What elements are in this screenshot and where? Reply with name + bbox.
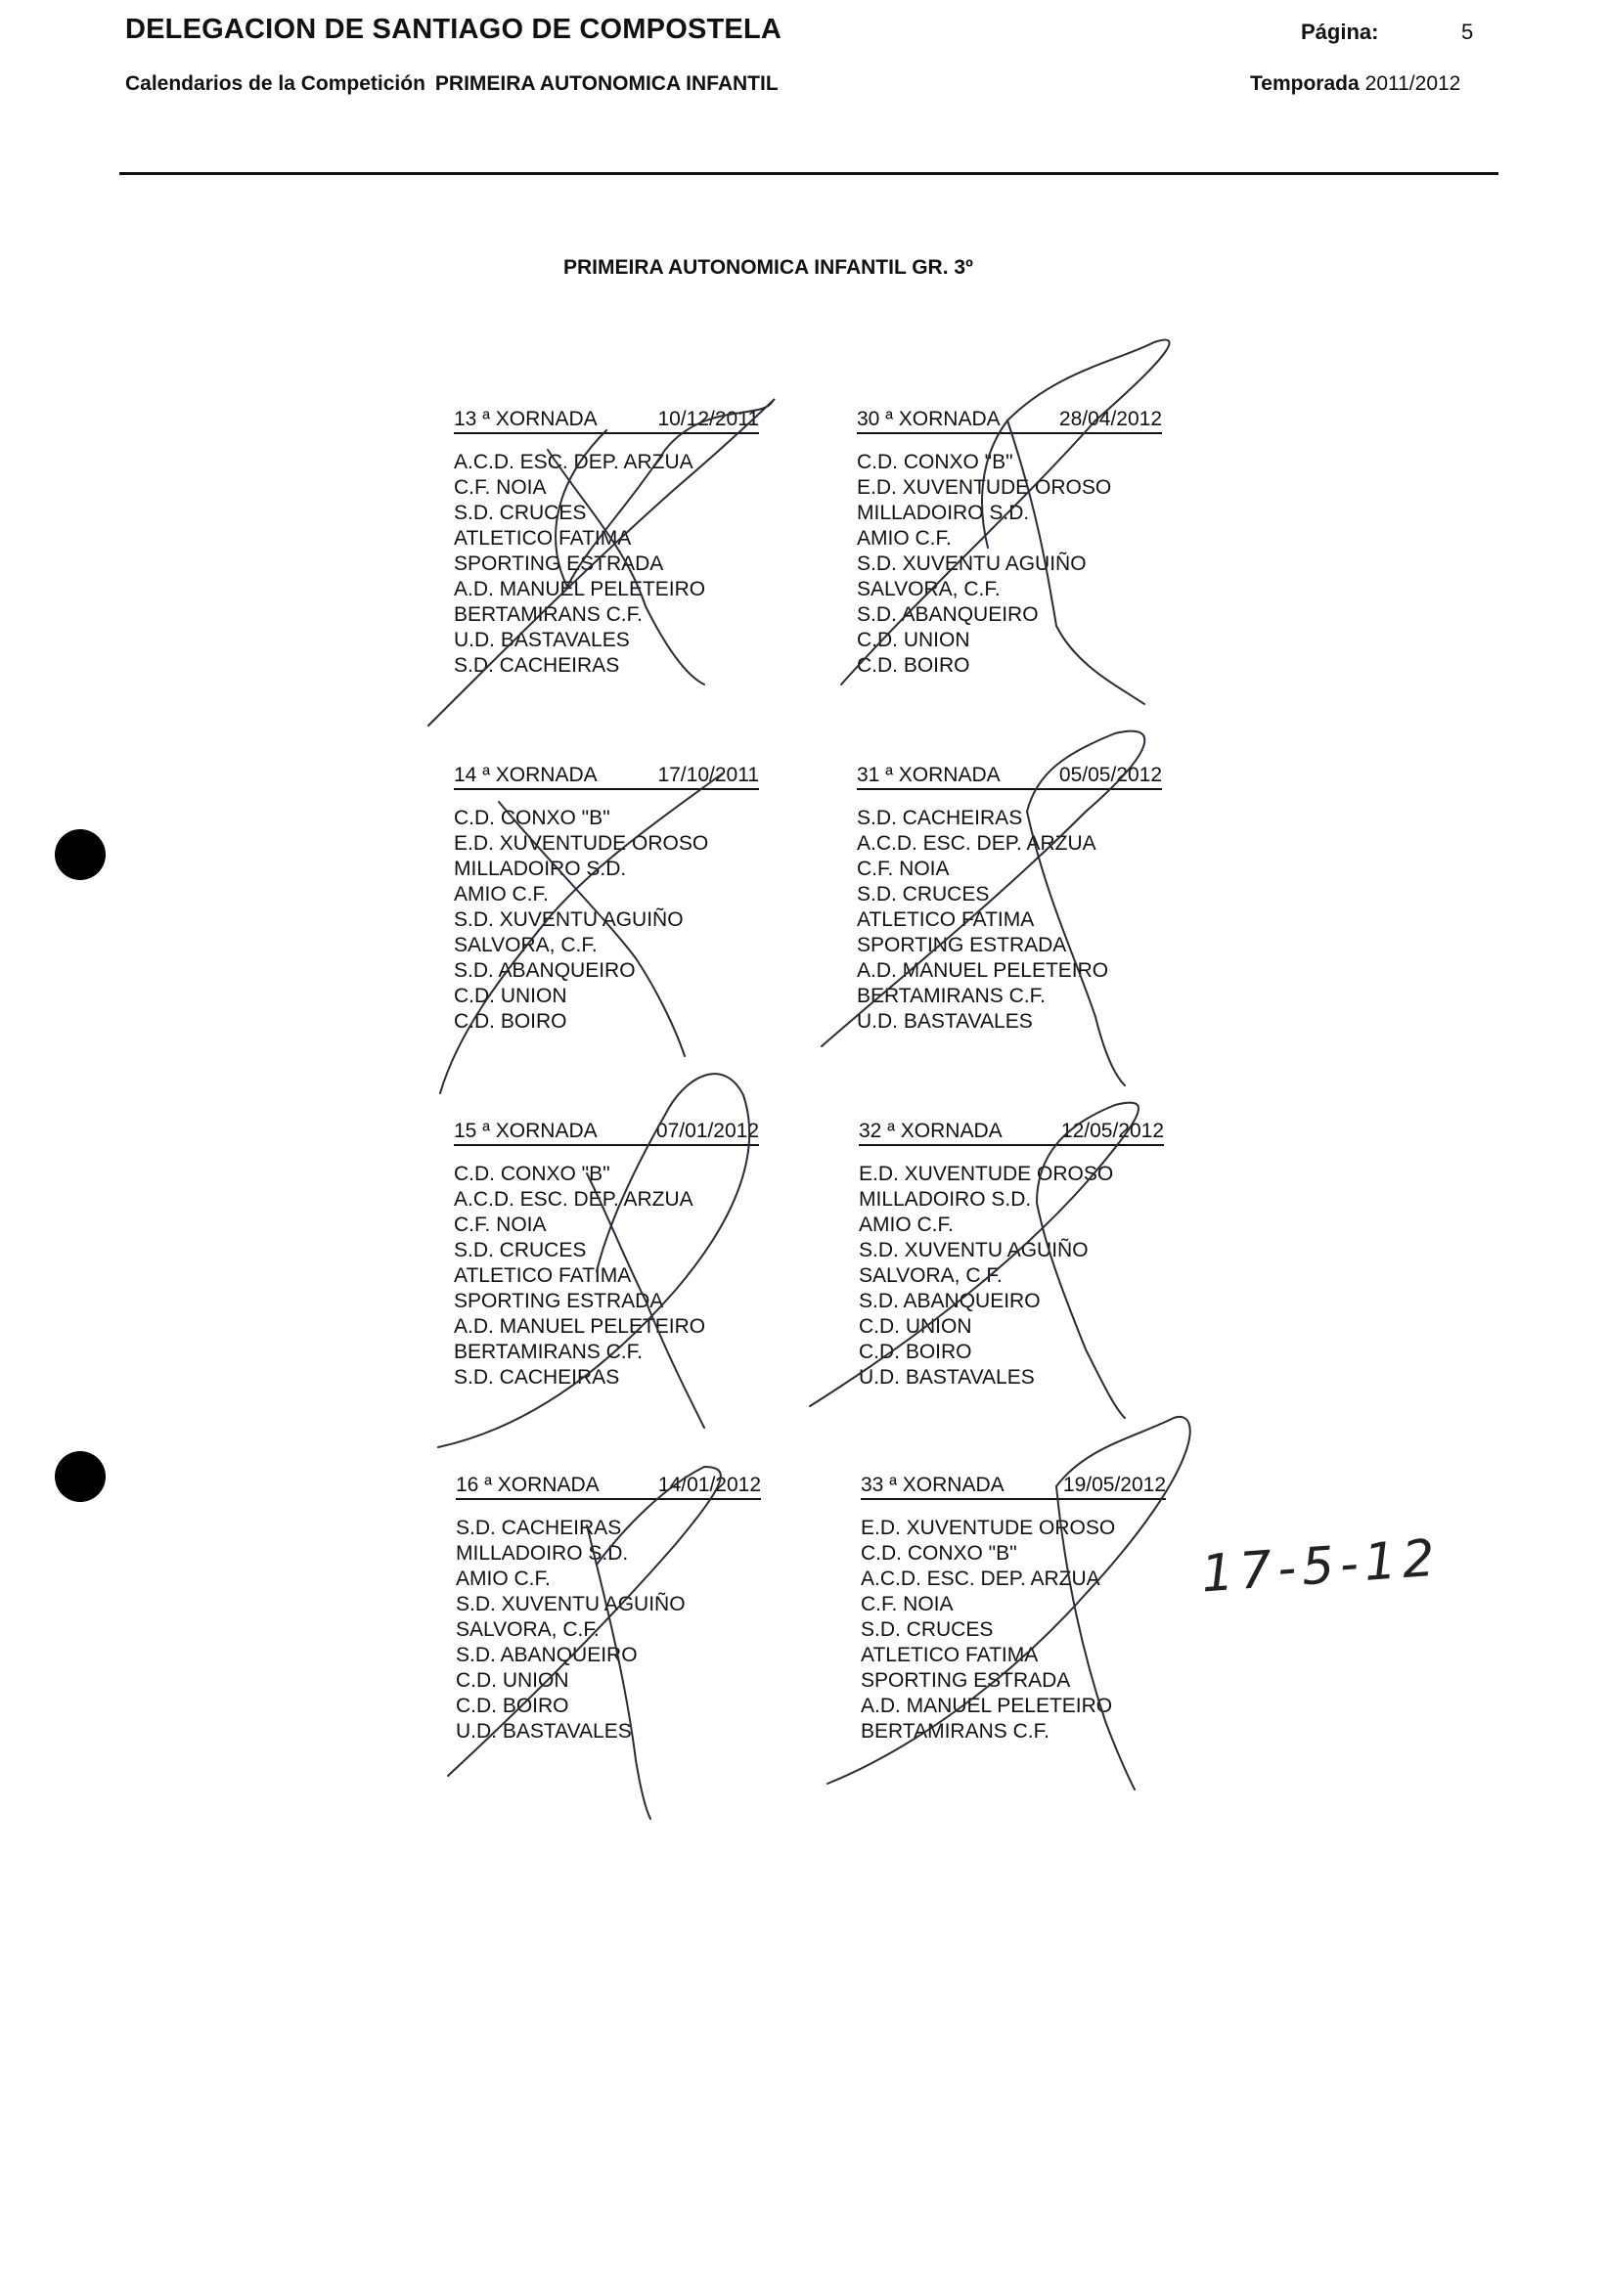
team-entry: S.D. CRUCES [861, 1618, 994, 1641]
round-date: 05/05/2012 [1058, 764, 1162, 786]
season [1250, 72, 1460, 96]
team-entry: AMIO C.F. [859, 1214, 954, 1236]
team-entry: A.D. MANUEL PELETEIRO [857, 959, 1109, 982]
team-entry: C.F. NOIA [454, 476, 547, 499]
team-entry: S.D. ABANQUEIRO [859, 1290, 1041, 1312]
team-entry: ATLETICO FATIMA [857, 908, 1035, 931]
round-block [454, 407, 759, 679]
round-header [454, 763, 759, 790]
team-entry: C.D. UNION [456, 1669, 569, 1692]
round-name: 14 ª XORNADA [454, 764, 598, 786]
team-entry: SALVORA, C.F. [857, 578, 1001, 600]
team-entry: C.D. BOIRO [454, 1010, 567, 1033]
team-entry: S.D. CACHEIRAS [454, 1366, 620, 1389]
round-name: 31 ª XORNADA [857, 764, 1001, 786]
round-name: 15 ª XORNADA [454, 1120, 598, 1142]
team-entry: C.D. CONXO "B" [861, 1542, 1017, 1565]
handwritten-date-note: 17-5-12 [1199, 1528, 1443, 1605]
team-entry: MILLADOIRO S.D. [456, 1542, 629, 1565]
season-value: 2011/2012 [1364, 72, 1461, 95]
team-entry: C.D. BOIRO [859, 1341, 972, 1363]
round-name: 16 ª XORNADA [456, 1474, 600, 1496]
team-entry: S.D. ABANQUEIRO [456, 1644, 638, 1666]
team-entry: C.F. NOIA [454, 1214, 547, 1236]
team-entry: MILLADOIRO S.D. [857, 502, 1030, 524]
round-name: 30 ª XORNADA [857, 408, 1001, 430]
page-number: 5 [1461, 20, 1474, 44]
round-header [454, 1119, 759, 1146]
team-entry: C.D. UNION [857, 629, 970, 651]
document-title: DELEGACION DE SANTIAGO DE COMPOSTELA [125, 14, 782, 45]
team-entry: E.D. XUVENTUDE OROSO [861, 1517, 1116, 1539]
team-entry: S.D. XUVENTU AGUIÑO [859, 1239, 1089, 1261]
page-label: Página: [1301, 20, 1379, 44]
team-entry: C.D. CONXO "B" [454, 807, 610, 829]
team-entry: C.F. NOIA [861, 1593, 954, 1615]
team-entry: AMIO C.F. [456, 1567, 551, 1590]
team-entry: U.D. BASTAVALES [454, 629, 630, 651]
team-entry: E.D. XUVENTUDE OROSO [859, 1163, 1114, 1185]
team-entry: ATLETICO FATIMA [454, 527, 632, 550]
team-entry: SPORTING ESTRADA [861, 1669, 1071, 1692]
round-block [454, 763, 759, 1035]
team-entry: SPORTING ESTRADA [454, 552, 664, 575]
team-entry: S.D. CRUCES [454, 1239, 587, 1261]
team-entry: A.D. MANUEL PELETEIRO [454, 578, 706, 600]
team-entry: SALVORA, C.F. [859, 1264, 1003, 1287]
punch-hole [55, 829, 106, 880]
group-title: PRIMEIRA AUTONOMICA INFANTIL GR. 3º [563, 256, 973, 279]
team-entry: S.D. CRUCES [857, 883, 990, 905]
team-entry: A.D. MANUEL PELETEIRO [454, 1315, 706, 1338]
header-divider [119, 172, 1498, 175]
round-name: 32 ª XORNADA [859, 1120, 1003, 1142]
team-entry: A.C.D. ESC. DEP. ARZUA [454, 451, 693, 473]
team-entry: SALVORA, C.F. [454, 934, 598, 956]
team-entry: U.D. BASTAVALES [456, 1720, 632, 1743]
round-date: 12/05/2012 [1060, 1120, 1164, 1142]
team-entry: A.C.D. ESC. DEP. ARZUA [454, 1188, 693, 1211]
round-date: 17/10/2011 [657, 764, 759, 786]
team-entry: C.D. BOIRO [456, 1695, 569, 1717]
round-date: 10/12/2011 [657, 408, 759, 430]
season-label: Temporada [1250, 72, 1360, 95]
round-header [857, 407, 1162, 434]
round-block [857, 407, 1162, 679]
round-name: 13 ª XORNADA [454, 408, 598, 430]
team-entry: E.D. XUVENTUDE OROSO [454, 832, 709, 855]
round-header [454, 407, 759, 434]
round-header [857, 763, 1162, 790]
team-entry: U.D. BASTAVALES [857, 1010, 1033, 1033]
team-entry: BERTAMIRANS C.F. [454, 603, 643, 626]
team-entry: U.D. BASTAVALES [859, 1366, 1035, 1389]
team-entry: A.C.D. ESC. DEP. ARZUA [861, 1567, 1100, 1590]
round-block [859, 1119, 1164, 1391]
team-entry: S.D. CRUCES [454, 502, 587, 524]
team-entry: S.D. CACHEIRAS [857, 807, 1023, 829]
team-entry: S.D. XUVENTU AGUIÑO [454, 908, 684, 931]
team-entry: S.D. XUVENTU AGUIÑO [456, 1593, 686, 1615]
team-entry: AMIO C.F. [857, 527, 952, 550]
subtitle-label: Calendarios de la Competición [125, 72, 425, 95]
team-entry: S.D. XUVENTU AGUIÑO [857, 552, 1087, 575]
team-entry: SALVORA, C.F. [456, 1618, 600, 1641]
document-subtitle [125, 72, 779, 96]
team-entry: BERTAMIRANS C.F. [861, 1720, 1050, 1743]
team-entry: MILLADOIRO S.D. [454, 858, 627, 880]
round-date: 28/04/2012 [1058, 408, 1162, 430]
team-entry: C.D. UNION [454, 985, 567, 1007]
team-entry: C.D. CONXO "B" [454, 1163, 610, 1185]
round-header [456, 1473, 761, 1500]
team-entry: C.D. CONXO "B" [857, 451, 1013, 473]
team-entry: S.D. ABANQUEIRO [454, 959, 636, 982]
team-entry: C.D. BOIRO [857, 654, 970, 677]
team-entry: S.D. CACHEIRAS [456, 1517, 622, 1539]
punch-hole [55, 1451, 106, 1502]
team-entry: E.D. XUVENTUDE OROSO [857, 476, 1112, 499]
team-entry: C.D. UNION [859, 1315, 972, 1338]
team-entry: BERTAMIRANS C.F. [857, 985, 1046, 1007]
round-header [859, 1119, 1164, 1146]
round-header [861, 1473, 1166, 1500]
team-entry: AMIO C.F. [454, 883, 549, 905]
round-block [857, 763, 1162, 1035]
round-date: 14/01/2012 [657, 1474, 761, 1496]
team-entry: A.D. MANUEL PELETEIRO [861, 1695, 1113, 1717]
round-date: 19/05/2012 [1062, 1474, 1166, 1496]
team-entry: SPORTING ESTRADA [454, 1290, 664, 1312]
round-date: 07/01/2012 [655, 1120, 759, 1142]
competition-name: PRIMEIRA AUTONOMICA INFANTIL [434, 72, 779, 95]
round-block [456, 1473, 761, 1744]
team-entry: S.D. CACHEIRAS [454, 654, 620, 677]
team-entry: ATLETICO FATIMA [861, 1644, 1039, 1666]
team-entry: SPORTING ESTRADA [857, 934, 1067, 956]
round-block [454, 1119, 759, 1391]
team-entry: A.C.D. ESC. DEP. ARZUA [857, 832, 1096, 855]
round-block [861, 1473, 1166, 1744]
team-entry: MILLADOIRO S.D. [859, 1188, 1032, 1211]
round-name: 33 ª XORNADA [861, 1474, 1005, 1496]
team-entry: BERTAMIRANS C.F. [454, 1341, 643, 1363]
team-entry: C.F. NOIA [857, 858, 950, 880]
team-entry: ATLETICO FATIMA [454, 1264, 632, 1287]
team-entry: S.D. ABANQUEIRO [857, 603, 1039, 626]
